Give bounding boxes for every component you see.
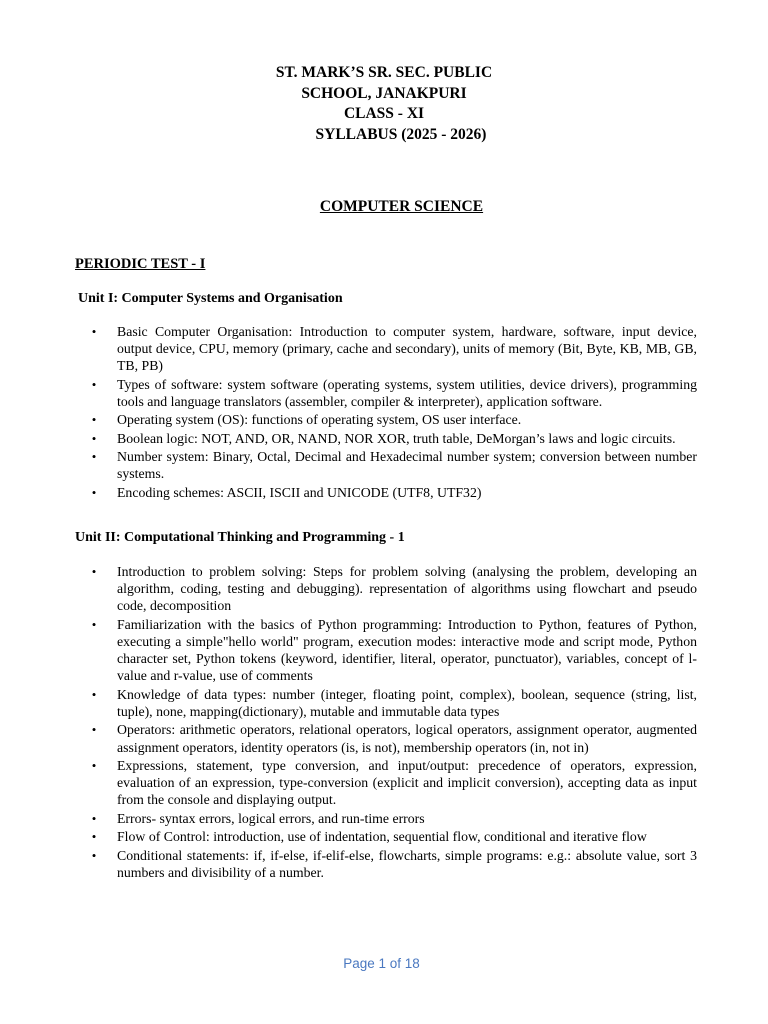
bullet-icon: • [91, 616, 97, 632]
unit-2-title: Unit II: Computational Thinking and Programming - 1 [75, 530, 405, 545]
list-item [89, 686, 697, 720]
list-item-text: Encoding schemes: ASCII, ISCII and UNICODE (UTF8, UTF32) [117, 484, 482, 500]
list-item-text: Familiarization with the basics of Python programming: Introduction to Python, features of Python, executing a simple"hello world" program, execution modes: interactive mode and script mode, Python character set, Python tokens (keyword, identifier, literal, operator, punctuator), variables, concept of l- value and r-value, use of comments [117, 616, 697, 684]
bullet-icon: • [91, 449, 97, 465]
bullet-icon: • [91, 810, 97, 826]
school-name-line2: SCHOOL, JANAKPURI [301, 84, 467, 102]
bullet-icon: • [91, 376, 97, 392]
list-item [89, 810, 697, 827]
list-item [89, 847, 697, 881]
school-name-line1: ST. MARK’S SR. SEC. PUBLIC [275, 64, 493, 81]
list-item-text: Basic Computer Organisation: Introduction to computer system, hardware, software, input device, output device, CPU, memory (primary, cache and secondary), units of memory (Bit, Byte, KB, MB, GB, TB, PB) [117, 324, 697, 374]
bullet-icon: • [91, 324, 97, 339]
list-item-text: Flow of Control: introduction, use of indentation, sequential flow, conditional and iterative flow [117, 829, 647, 845]
list-item [89, 721, 697, 755]
unit-1-topic-list [89, 323, 697, 502]
list-item-text: Operating system (OS): functions of operating system, OS user interface. [117, 412, 522, 428]
bullet-icon: • [91, 829, 97, 845]
list-item [89, 616, 697, 685]
list-item-text: Conditional statements: if, if-else, if-elif-else, flowcharts, simple programs: e.g.: absolute value, sort 3 numbers and divisibility of a number. [117, 847, 697, 880]
list-item [89, 757, 697, 809]
page-number: Page 1 of 18 [343, 956, 420, 971]
list-item-text: Knowledge of data types: number (integer, floating point, complex), boolean, sequence (string, list, tuple), none, mapping(dictionary), mutable and immutable data types [117, 686, 697, 719]
list-item-text: Boolean logic: NOT, AND, OR, NAND, NOR XOR, truth table, DeMorgan’s laws and logic circuits. [117, 430, 676, 446]
bullet-icon: • [91, 430, 97, 446]
list-item [89, 430, 697, 447]
subject-title: COMPUTER SCIENCE [319, 198, 484, 215]
list-item-text: Types of software: system software (operating systems, system utilities, device drivers), programming tools and language translators (assembler, compiler & interpreter), application software. [117, 376, 697, 409]
bullet-icon: • [91, 722, 97, 738]
list-item [89, 323, 697, 375]
list-item-text: Errors- syntax errors, logical errors, and run-time errors [117, 810, 425, 826]
bullet-icon: • [91, 757, 97, 773]
list-item-text: Number system: Binary, Octal, Decimal and Hexadecimal number system; conversion between number systems. [117, 449, 697, 482]
list-item [89, 828, 697, 845]
bullet-icon: • [91, 412, 97, 428]
list-item-text: Operators: arithmetic operators, relational operators, logical operators, assignment operator, augmented assignment operators, identity operators (is, is not), membership operators (in, not in) [117, 722, 697, 755]
class-label: CLASS - XI [343, 105, 425, 122]
bullet-icon: • [91, 686, 97, 702]
list-item [89, 376, 697, 410]
unit-1-title: Unit I: Computer Systems and Organisation [78, 291, 343, 306]
bullet-icon: • [91, 847, 97, 863]
list-item [89, 448, 697, 482]
list-item-text: Introduction to problem solving: Steps for problem solving (analysing the problem, developing an algorithm, coding, testing and debugging). representation of algorithms using flowchart and pseudo code, decomposition [117, 564, 697, 614]
school-header [0, 63, 768, 145]
list-item-text: Expressions, statement, type conversion, and input/output: precedence of operators, expression, evaluation of an expression, type-conversion (explicit and implicit conversion), accepting data as input from the console and displaying output. [117, 757, 697, 808]
list-item [89, 411, 697, 428]
bullet-icon: • [91, 564, 97, 579]
unit-2-topic-list [89, 563, 697, 882]
periodic-test-heading: PERIODIC TEST - I [75, 256, 206, 272]
list-item [89, 563, 697, 615]
syllabus-year: SYLLABUS (2025 - 2026) [315, 125, 487, 143]
list-item [89, 484, 697, 501]
bullet-icon: • [91, 484, 97, 500]
